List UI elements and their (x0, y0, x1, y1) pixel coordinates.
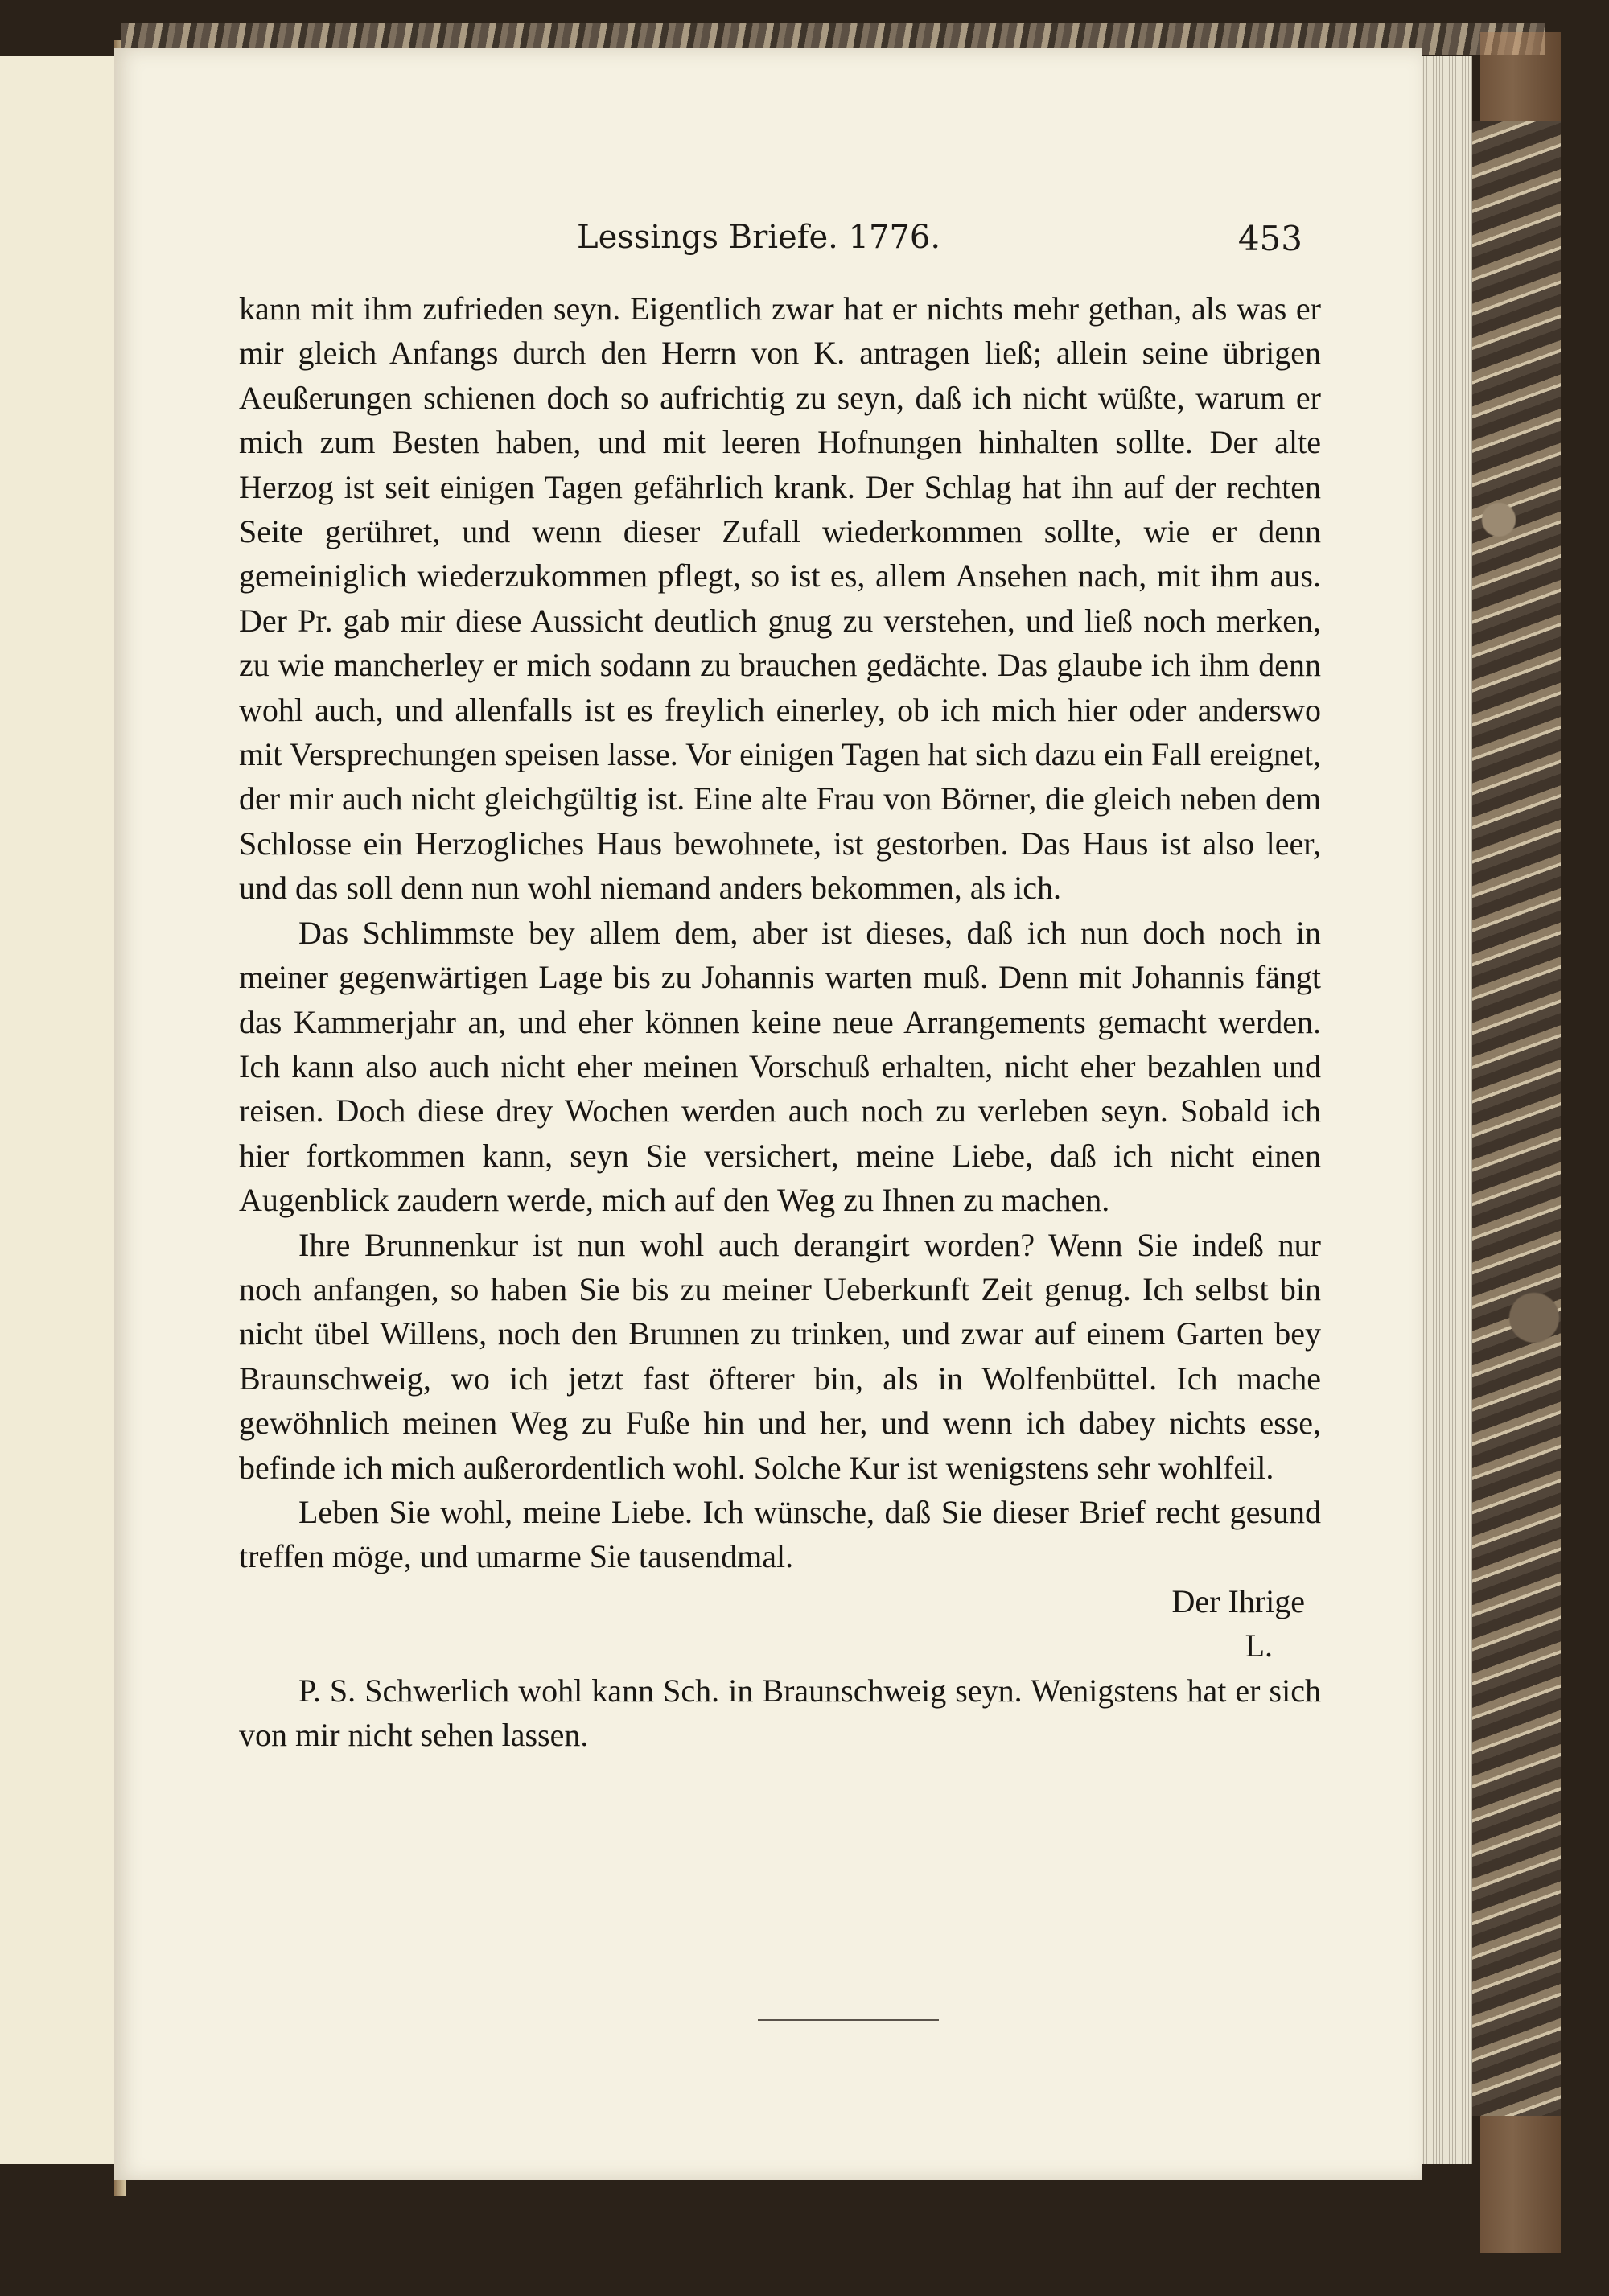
page-number: 453 (1237, 219, 1302, 258)
letter-text (239, 286, 1321, 1757)
page-edges-stack (1418, 56, 1472, 2164)
paragraph-2: Das Schlimmste bey allem dem, aber ist dieses, daß ich nun doch noch in meiner gegenwärtigen Lage bis zu Johannis warten muß. Denn mit Johannis fängt das Kammerjahr an, und eher können keine neue Arrangements gemacht werden. Ich kann also auch nicht eher meinen Vorschuß erhalten, nicht eher bezahlen und reisen. Doch diese drey Wochen werden auch noch zu verleben seyn. Sobald ich hier fortkommen kann, seyn Sie versichert, meine Liebe, daß ich nicht einen Augenblick zaudern werde, mich auf den Weg zu Ihnen zu machen. (239, 914, 1321, 1219)
page-header (114, 219, 1422, 275)
book-page (114, 48, 1422, 2180)
postscript: P. S. Schwerlich wohl kann Sch. in Braunschweig seyn. Wenigstens hat er sich von mir nicht sehen lassen. (239, 1672, 1321, 1753)
paragraph-3: Ihre Brunnenkur ist nun wohl auch derangirt worden? Wenn Sie indeß nur noch anfangen, so haben Sie bis zu meiner Ueberkunft Zeit genug. Ich selbst bin nicht übel Willens, noch den Brunnen zu trinken, und zwar auf einem Garten bey Braunschweig, wo ich jetzt fast öfterer bin, als in Wolfenbüttel. Ich mache gewöhnlich meinen Weg zu Fuße hin und her, und wenn ich dabey nichts esse, befinde ich mich außerordentlich wohl. Solche Kur ist wenigstens sehr wohlfeil. (239, 1226, 1321, 1486)
end-rule (758, 2019, 939, 2021)
signature-initial: L. (1245, 1627, 1273, 1664)
signature (239, 1579, 1321, 1669)
left-page-edge (0, 56, 117, 2164)
paragraph-4: Leben Sie wohl, meine Liebe. Ich wünsche, daß Sie dieser Brief recht gesund treffen möge, und umarme Sie tausendmal. (239, 1493, 1321, 1575)
paragraph-1: kann mit ihm zufrieden seyn. Eigentlich zwar hat er nichts mehr gethan, als was er mir gleich Anfangs durch den Herrn von K. antragen ließ; allein seine übrigen Aeußerungen schienen doch so aufrichtig zu seyn, daß ich nicht wüßte, warum er mich zum Besten haben, und mit leeren Hofnungen hinhalten sollte. Der alte Herzog ist seit einigen Tagen gefährlich krank. Der Schlag hat ihn auf der rechten Seite gerühret, und wenn dieser Zufall wiederkommen sollte, wie er denn gemeiniglich wiederzukommen pflegt, so ist es, allem Ansehen nach, mit ihm aus. Der Pr. gab mir diese Aussicht deutlich gnug zu verstehen, und ließ noch merken, zu wie mancherley er mich sodann zu brauchen gedächte. Das glaube ich ihm denn wohl auch, und allenfalls ist es freylich einerley, ob ich mich hier oder anderswo mit Versprechungen speisen lasse. Vor einigen Tagen hat sich dazu ein Fall ereignet, der mir auch nicht gleichgültig ist. Eine alte Frau von Börner, die gleich neben dem Schlosse ein Herzogliches Haus bewohnete, ist gestorben. Das Haus ist also leer, und das soll denn nun wohl niemand anders bekommen, als ich. (239, 290, 1321, 907)
running-title: Lessings Briefe. 1776. (577, 219, 941, 256)
signature-closing: Der Ihrige (1171, 1582, 1305, 1619)
marbled-cover-right (1472, 121, 1561, 2116)
